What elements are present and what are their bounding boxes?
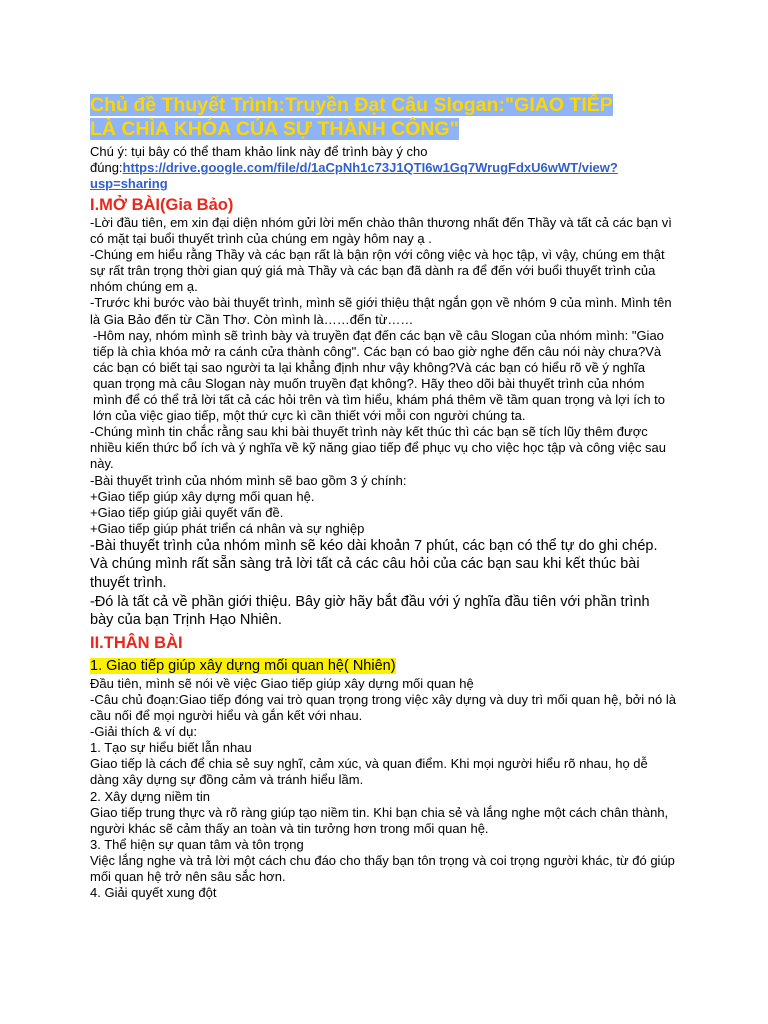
paragraph: -Câu chủ đoạn:Giao tiếp đóng vai trò quan trọng trong việc xây dựng và duy trì mối quan hệ, bởi nó là cầu nối để mọi người hiểu và gắn kết với nhau. [90, 691, 676, 724]
paragraph: -Hôm nay, nhóm mình sẽ trình bày và truyền đạt đến các bạn về câu Slogan của nhóm mình: "Giao tiếp là chìa khóa mở ra cánh cửa thành công". Các bạn có bao giờ nghe đến câu nói này chưa?Và các bạn có biết tại sao người ta lại khẳng định như vậy không?Và các bạn có hiểu rõ về ý nghĩa quan trọng mà câu Slogan này muốn truyền đạt không?. Hãy theo dõi bài thuyết trình của nhóm mình để có thể trả lời tất cả các hỏi trên và tìm hiểu, khám phá thêm về tầm quan trọng và lợi ích to lớn của việc giao tiếp, một thứ cực kì cần thiết với mỗi con người chúng ta. [93, 327, 665, 424]
subheading [90, 657, 676, 675]
paragraph: -Chúng mình tin chắc rằng sau khi bài thuyết trình này kết thúc thì các bạn sẽ tích lũy thêm được nhiều kiến thức bổ ích và ý nghĩa về kỹ năng giao tiếp để phục vụ cho việc học tập và công việc sau này. [90, 424, 667, 472]
paragraph: Giao tiếp trung thực và rõ ràng giúp tạo niềm tin. Khi bạn chia sẻ và lắng nghe một cách chân thành, người khác sẽ cảm thấy an toàn và tin tưởng hơn trong mối quan hệ. [90, 804, 669, 836]
document-page [90, 93, 676, 901]
section-2-heading: II.THÂN BÀI [90, 633, 183, 652]
paragraph: -Lời đầu tiên, em xin đại diện nhóm gửi lời mến chào thân thương nhất đến Thầy và tất cả các bạn vì có mặt tại buổi thuyết trình của chúng em ngày hôm nay ạ . [90, 215, 672, 247]
note-line-1: Chú ý: tụi bây có thể tham khảo link này để trình bày ý cho [90, 144, 428, 159]
paragraph: -Trước khi bước vào bài thuyết trình, mình sẽ giới thiệu thật ngắn gọn về nhóm 9 của mình. Mình tên là Gia Bảo đến từ Cần Thơ. Còn mình là……đến từ…… [90, 295, 672, 327]
subheading-text: 1. Giao tiếp giúp xây dựng mối quan hệ( Nhiên) [90, 657, 396, 674]
document-title [90, 93, 676, 141]
list-item: +Giao tiếp giúp giải quyết vấn đề. [90, 504, 284, 520]
note-text [90, 144, 676, 192]
paragraph: -Bài thuyết trình của nhóm mình sẽ kéo dài khoản 7 phút, các bạn có thể tự do ghi chép. Và chúng mình rất sẵn sàng trả lời tất cả các câu hỏi của các bạn sau khi kết thúc bài thuyết trình. [90, 537, 658, 592]
paragraph: Đầu tiên, mình sẽ nói về việc Giao tiếp giúp xây dựng mối quan hệ [90, 675, 474, 691]
paragraph: -Chúng em hiểu rằng Thầy và các bạn rất là bận rộn với công việc và học tập, vì vậy, chúng em thật sự rất trân trọng thời gian quý giá mà Thầy và các bạn đã dành ra để đến với buổi thuyết trình của nhóm chúng em ạ. [90, 247, 665, 295]
paragraph: -Đó là tất cả về phần giới thiệu. Bây giờ hãy bắt đầu với ý nghĩa đầu tiên với phần trình bày của bạn Trịnh Hạo Nhiên. [90, 593, 650, 629]
list-item: 2. Xây dựng niềm tin [90, 788, 210, 804]
paragraph: -Bài thuyết trình của nhóm mình sẽ bao gồm 3 ý chính: [90, 472, 407, 488]
paragraph: Giao tiếp là cách để chia sẻ suy nghĩ, cảm xúc, và quan điểm. Khi mọi người hiểu rõ nhau, họ dễ dàng xây dựng sự đồng cảm và tránh hiểu lầm. [90, 756, 648, 788]
list-item: 3. Thể hiện sự quan tâm và tôn trọng [90, 836, 304, 852]
list-item: 4. Giải quyết xung đột [90, 885, 217, 901]
paragraph: -Giải thích & ví dụ: [90, 724, 197, 740]
drive-link[interactable]: https://drive.google.com/file/d/1aCpNh1c73J1QTI6w1Gq7WrugFdxU6wWT/view?usp=sharing [90, 160, 618, 191]
paragraph: Việc lắng nghe và trả lời một cách chu đáo cho thấy bạn tôn trọng và coi trọng người khác, từ đó giúp mối quan hệ trở nên sâu sắc hơn. [90, 852, 675, 884]
note-prefix: đúng: [90, 160, 123, 175]
section-1-heading: I.MỞ BÀI(Gia Bảo) [90, 196, 234, 214]
list-item: 1. Tạo sự hiểu biết lẫn nhau [90, 740, 252, 756]
title-line-2: LÀ CHÌA KHÓA CỦA SỰ THÀNH CÔNG" [90, 118, 459, 140]
title-line-1: Chủ đề Thuyết Trình:Truyền Đạt Câu Slogan:"GIAO TIẾP [90, 94, 613, 116]
list-item: +Giao tiếp giúp xây dựng mối quan hệ. [90, 488, 315, 504]
list-item: +Giao tiếp giúp phát triển cá nhân và sự nghiệp [90, 520, 365, 536]
